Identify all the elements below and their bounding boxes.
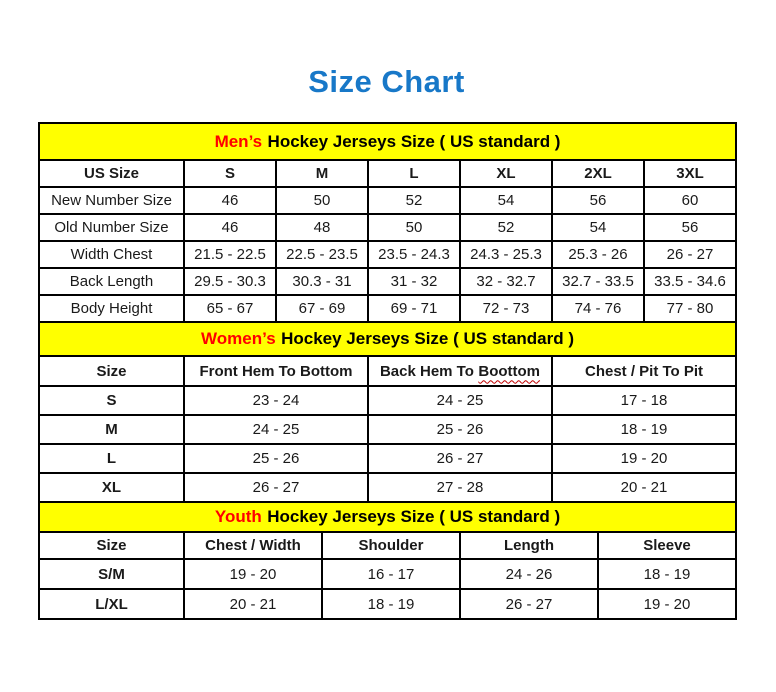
womens-row-l — [39, 444, 736, 473]
size-value: 46 — [184, 187, 276, 214]
youth-band-accent: Youth — [214, 507, 262, 526]
column-header-m: M — [276, 160, 368, 187]
size-value: 20 - 21 — [184, 589, 322, 619]
size-value: 18 - 19 — [598, 559, 736, 589]
womens-band-header — [39, 322, 736, 356]
size-value: 48 — [276, 214, 368, 241]
size-value: 54 — [552, 214, 644, 241]
size-value: 29.5 - 30.3 — [184, 268, 276, 295]
size-value: 56 — [552, 187, 644, 214]
size-value: 25 - 26 — [368, 415, 552, 444]
size-value: 25 - 26 — [184, 444, 368, 473]
size-value: 24 - 25 — [184, 415, 368, 444]
size-value: 25.3 - 26 — [552, 241, 644, 268]
size-value: 65 - 67 — [184, 295, 276, 322]
womens-band-accent: Women’s — [201, 329, 276, 348]
column-header-sleeve: Sleeve — [598, 532, 736, 559]
size-value: 26 - 27 — [368, 444, 552, 473]
size-value: 26 - 27 — [460, 589, 598, 619]
size-value: 74 - 76 — [552, 295, 644, 322]
row-label: XL — [39, 473, 184, 502]
column-header-us-size: US Size — [39, 160, 184, 187]
womens-size-table — [38, 321, 737, 503]
womens-band-text: Hockey Jerseys Size ( US standard ) — [281, 329, 575, 348]
column-header-2xl: 2XL — [552, 160, 644, 187]
size-value: 23 - 24 — [184, 386, 368, 415]
mens-band-text: Hockey Jerseys Size ( US standard ) — [267, 131, 561, 151]
size-chart — [38, 122, 735, 620]
size-value: 19 - 20 — [552, 444, 736, 473]
youth-band-text: Hockey Jerseys Size ( US standard ) — [267, 507, 561, 526]
size-value: 30.3 - 31 — [276, 268, 368, 295]
size-value: 77 - 80 — [644, 295, 736, 322]
youth-row-lxl — [39, 589, 736, 619]
womens-row-m — [39, 415, 736, 444]
column-header-chest-width: Chest / Width — [184, 532, 322, 559]
size-value: 19 - 20 — [184, 559, 322, 589]
size-value: 33.5 - 34.6 — [644, 268, 736, 295]
size-value: 27 - 28 — [368, 473, 552, 502]
size-value: 52 — [368, 187, 460, 214]
row-label: L/XL — [39, 589, 184, 619]
row-label: Old Number Size — [39, 214, 184, 241]
size-value: 54 — [460, 187, 552, 214]
size-value: 24.3 - 25.3 — [460, 241, 552, 268]
size-value: 26 - 27 — [184, 473, 368, 502]
column-header-l: L — [368, 160, 460, 187]
column-header-shoulder: Shoulder — [322, 532, 460, 559]
row-label: S/M — [39, 559, 184, 589]
column-header-s: S — [184, 160, 276, 187]
youth-band-header — [39, 502, 736, 532]
youth-size-table — [38, 501, 737, 620]
size-value: 18 - 19 — [322, 589, 460, 619]
mens-row-back-length — [39, 268, 736, 295]
size-value: 20 - 21 — [552, 473, 736, 502]
size-value: 46 — [184, 214, 276, 241]
womens-row-xl — [39, 473, 736, 502]
youth-row-sm — [39, 559, 736, 589]
size-value: 26 - 27 — [644, 241, 736, 268]
mens-header-row — [39, 160, 736, 187]
womens-header-row — [39, 356, 736, 386]
size-value: 22.5 - 23.5 — [276, 241, 368, 268]
row-label: Width Chest — [39, 241, 184, 268]
column-header-front-hem: Front Hem To Bottom — [184, 356, 368, 386]
size-value: 18 - 19 — [552, 415, 736, 444]
size-value: 50 — [368, 214, 460, 241]
size-value: 32.7 - 33.5 — [552, 268, 644, 295]
column-header-size: Size — [39, 532, 184, 559]
column-header-chest: Chest / Pit To Pit — [552, 356, 736, 386]
row-label: L — [39, 444, 184, 473]
size-value: 72 - 73 — [460, 295, 552, 322]
row-label: Body Height — [39, 295, 184, 322]
size-value: 56 — [644, 214, 736, 241]
mens-size-table — [38, 122, 737, 323]
mens-band-accent: Men’s — [214, 131, 263, 151]
mens-row-width-chest — [39, 241, 736, 268]
mens-band-header — [39, 123, 736, 160]
back-hem-misspelled-word: Boottom — [478, 362, 541, 380]
row-label: S — [39, 386, 184, 415]
row-label: M — [39, 415, 184, 444]
column-header-size: Size — [39, 356, 184, 386]
size-value: 50 — [276, 187, 368, 214]
size-value: 24 - 26 — [460, 559, 598, 589]
size-value: 17 - 18 — [552, 386, 736, 415]
column-header-length: Length — [460, 532, 598, 559]
youth-header-row — [39, 532, 736, 559]
page-title: Size Chart — [308, 64, 465, 99]
size-value: 23.5 - 24.3 — [368, 241, 460, 268]
size-value: 60 — [644, 187, 736, 214]
size-value: 32 - 32.7 — [460, 268, 552, 295]
size-value: 67 - 69 — [276, 295, 368, 322]
column-header-back-hem — [368, 356, 552, 386]
back-hem-label: Back Hem To — [379, 362, 474, 380]
mens-row-new-number-size — [39, 187, 736, 214]
column-header-3xl: 3XL — [644, 160, 736, 187]
mens-row-old-number-size — [39, 214, 736, 241]
mens-row-body-height — [39, 295, 736, 322]
size-value: 31 - 32 — [368, 268, 460, 295]
size-value: 69 - 71 — [368, 295, 460, 322]
row-label: Back Length — [39, 268, 184, 295]
size-value: 24 - 25 — [368, 386, 552, 415]
size-value: 19 - 20 — [598, 589, 736, 619]
size-value: 16 - 17 — [322, 559, 460, 589]
womens-row-s — [39, 386, 736, 415]
row-label: New Number Size — [39, 187, 184, 214]
size-value: 21.5 - 22.5 — [184, 241, 276, 268]
size-value: 52 — [460, 214, 552, 241]
column-header-xl: XL — [460, 160, 552, 187]
